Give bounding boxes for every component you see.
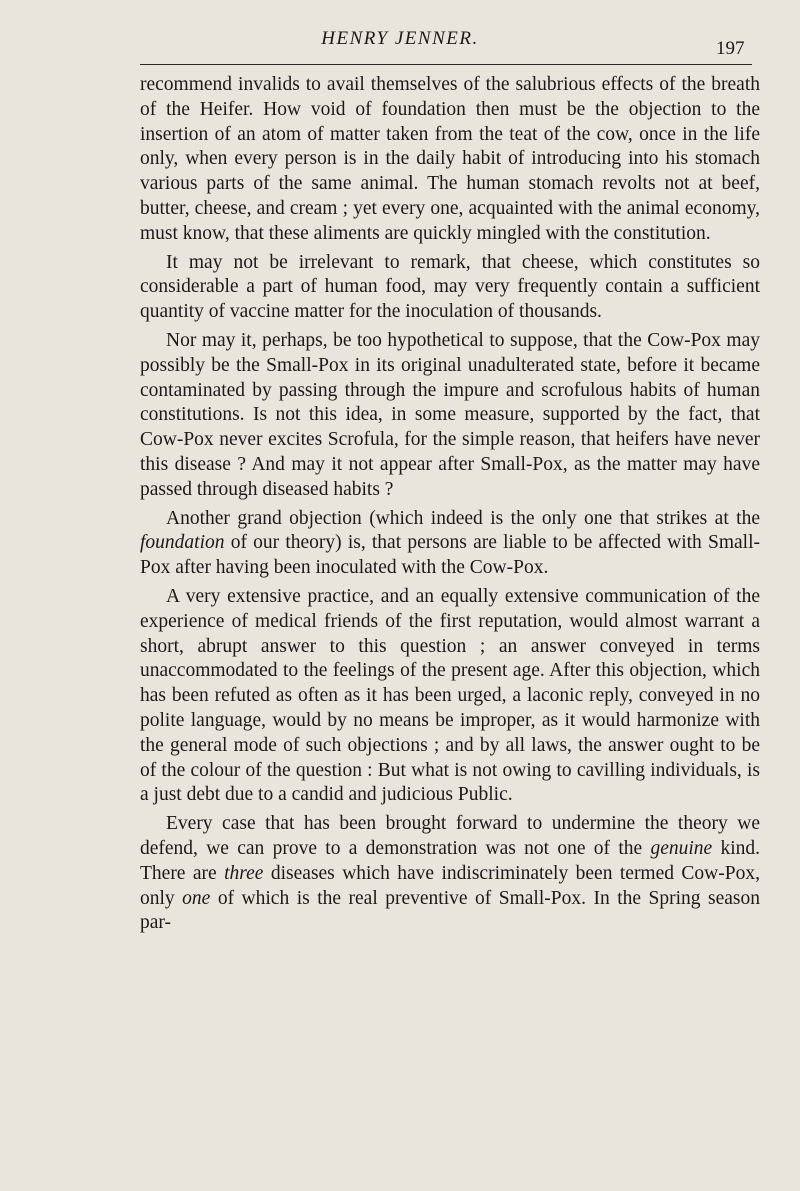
paragraph-4-text-a: Another grand objection (which indeed is the only one that strikes at the [166,507,760,529]
header-rule [140,64,752,65]
paragraph-4 [140,507,760,581]
paragraph-5: A very extensive practice, and an equally extensive communication of the experience of medical friends of the first reputation, would almost warrant a short, abrupt answer to this question ; an answer conveyed in terms unaccommodated to the feelings of the present age. After this objection, which has been refuted as often as it has been urged, a laconic reply, conveyed in no polite language, would by no means be improper, as it would harmonize with the general mode of such objections ; and by all laws, the answer ought to be of the colour of the question : But what is not owing to cavilling individuals, is a just debt due to a candid and judicious Public. [140,585,760,806]
paragraph-6-italic-three: three [224,862,264,884]
page-number: 197 [716,38,745,59]
paragraph-6-text-b: kind. There are [140,837,761,884]
paragraph-6-text-a: Every case that has been brought forward to undermine the theory we defend, we can prove to a demonstration was not one of the [140,813,760,859]
paragraph-2: It may not be irrelevant to remark, that cheese, which constitutes so considerable a part of human food, may very frequently contain a sufficient quantity of vaccine matter for the inoculation of thousands. [140,251,760,323]
paragraph-6 [140,812,760,936]
paragraph-6-italic-one: one [182,887,211,909]
body-text [140,73,760,940]
paragraph-4-italic-foundation: foundation [140,532,225,554]
paragraph-4-text-b: of our theory) is, that persons are liable to be affected with Small-Pox after having been inoculated with the Cow-Pox. [140,532,760,579]
paragraph-6-text-d: of which is the real preventive of Small-Pox. In the Spring season par- [140,887,761,934]
running-head: HENRY JENNER. [321,28,479,49]
paragraph-6-text-c: diseases which have indiscriminately been termed Cow-Pox, only [140,862,760,909]
paragraph-3: Nor may it, perhaps, be too hypothetical to suppose, that the Cow-Pox may possibly be the Small-Pox in its original unadulterated state, before it became contaminated by passing through the impure and scrofulous habits of human constitutions. Is not this idea, in some measure, supported by the fact, that Cow-Pox never excites Scrofula, for the simple reason, that heifers have never this disease ? And may it not appear after Small-Pox, as the matter may have passed through diseased habits ? [140,329,760,500]
paragraph-1: recommend invalids to avail themselves of the salubrious effects of the breath of the Heifer. How void of foundation then must be the objection to the insertion of an atom of matter taken from the teat of the cow, once in the life only, when every person is in the daily habit of introducing into his stomach various parts of the same animal. The human stomach revolts not at beef, butter, cheese, and cream ; yet every one, acquainted with the animal economy, must know, that these aliments are quickly mingled with the constitution. [140,74,760,244]
paragraph-6-italic-genuine: genuine [650,837,713,859]
